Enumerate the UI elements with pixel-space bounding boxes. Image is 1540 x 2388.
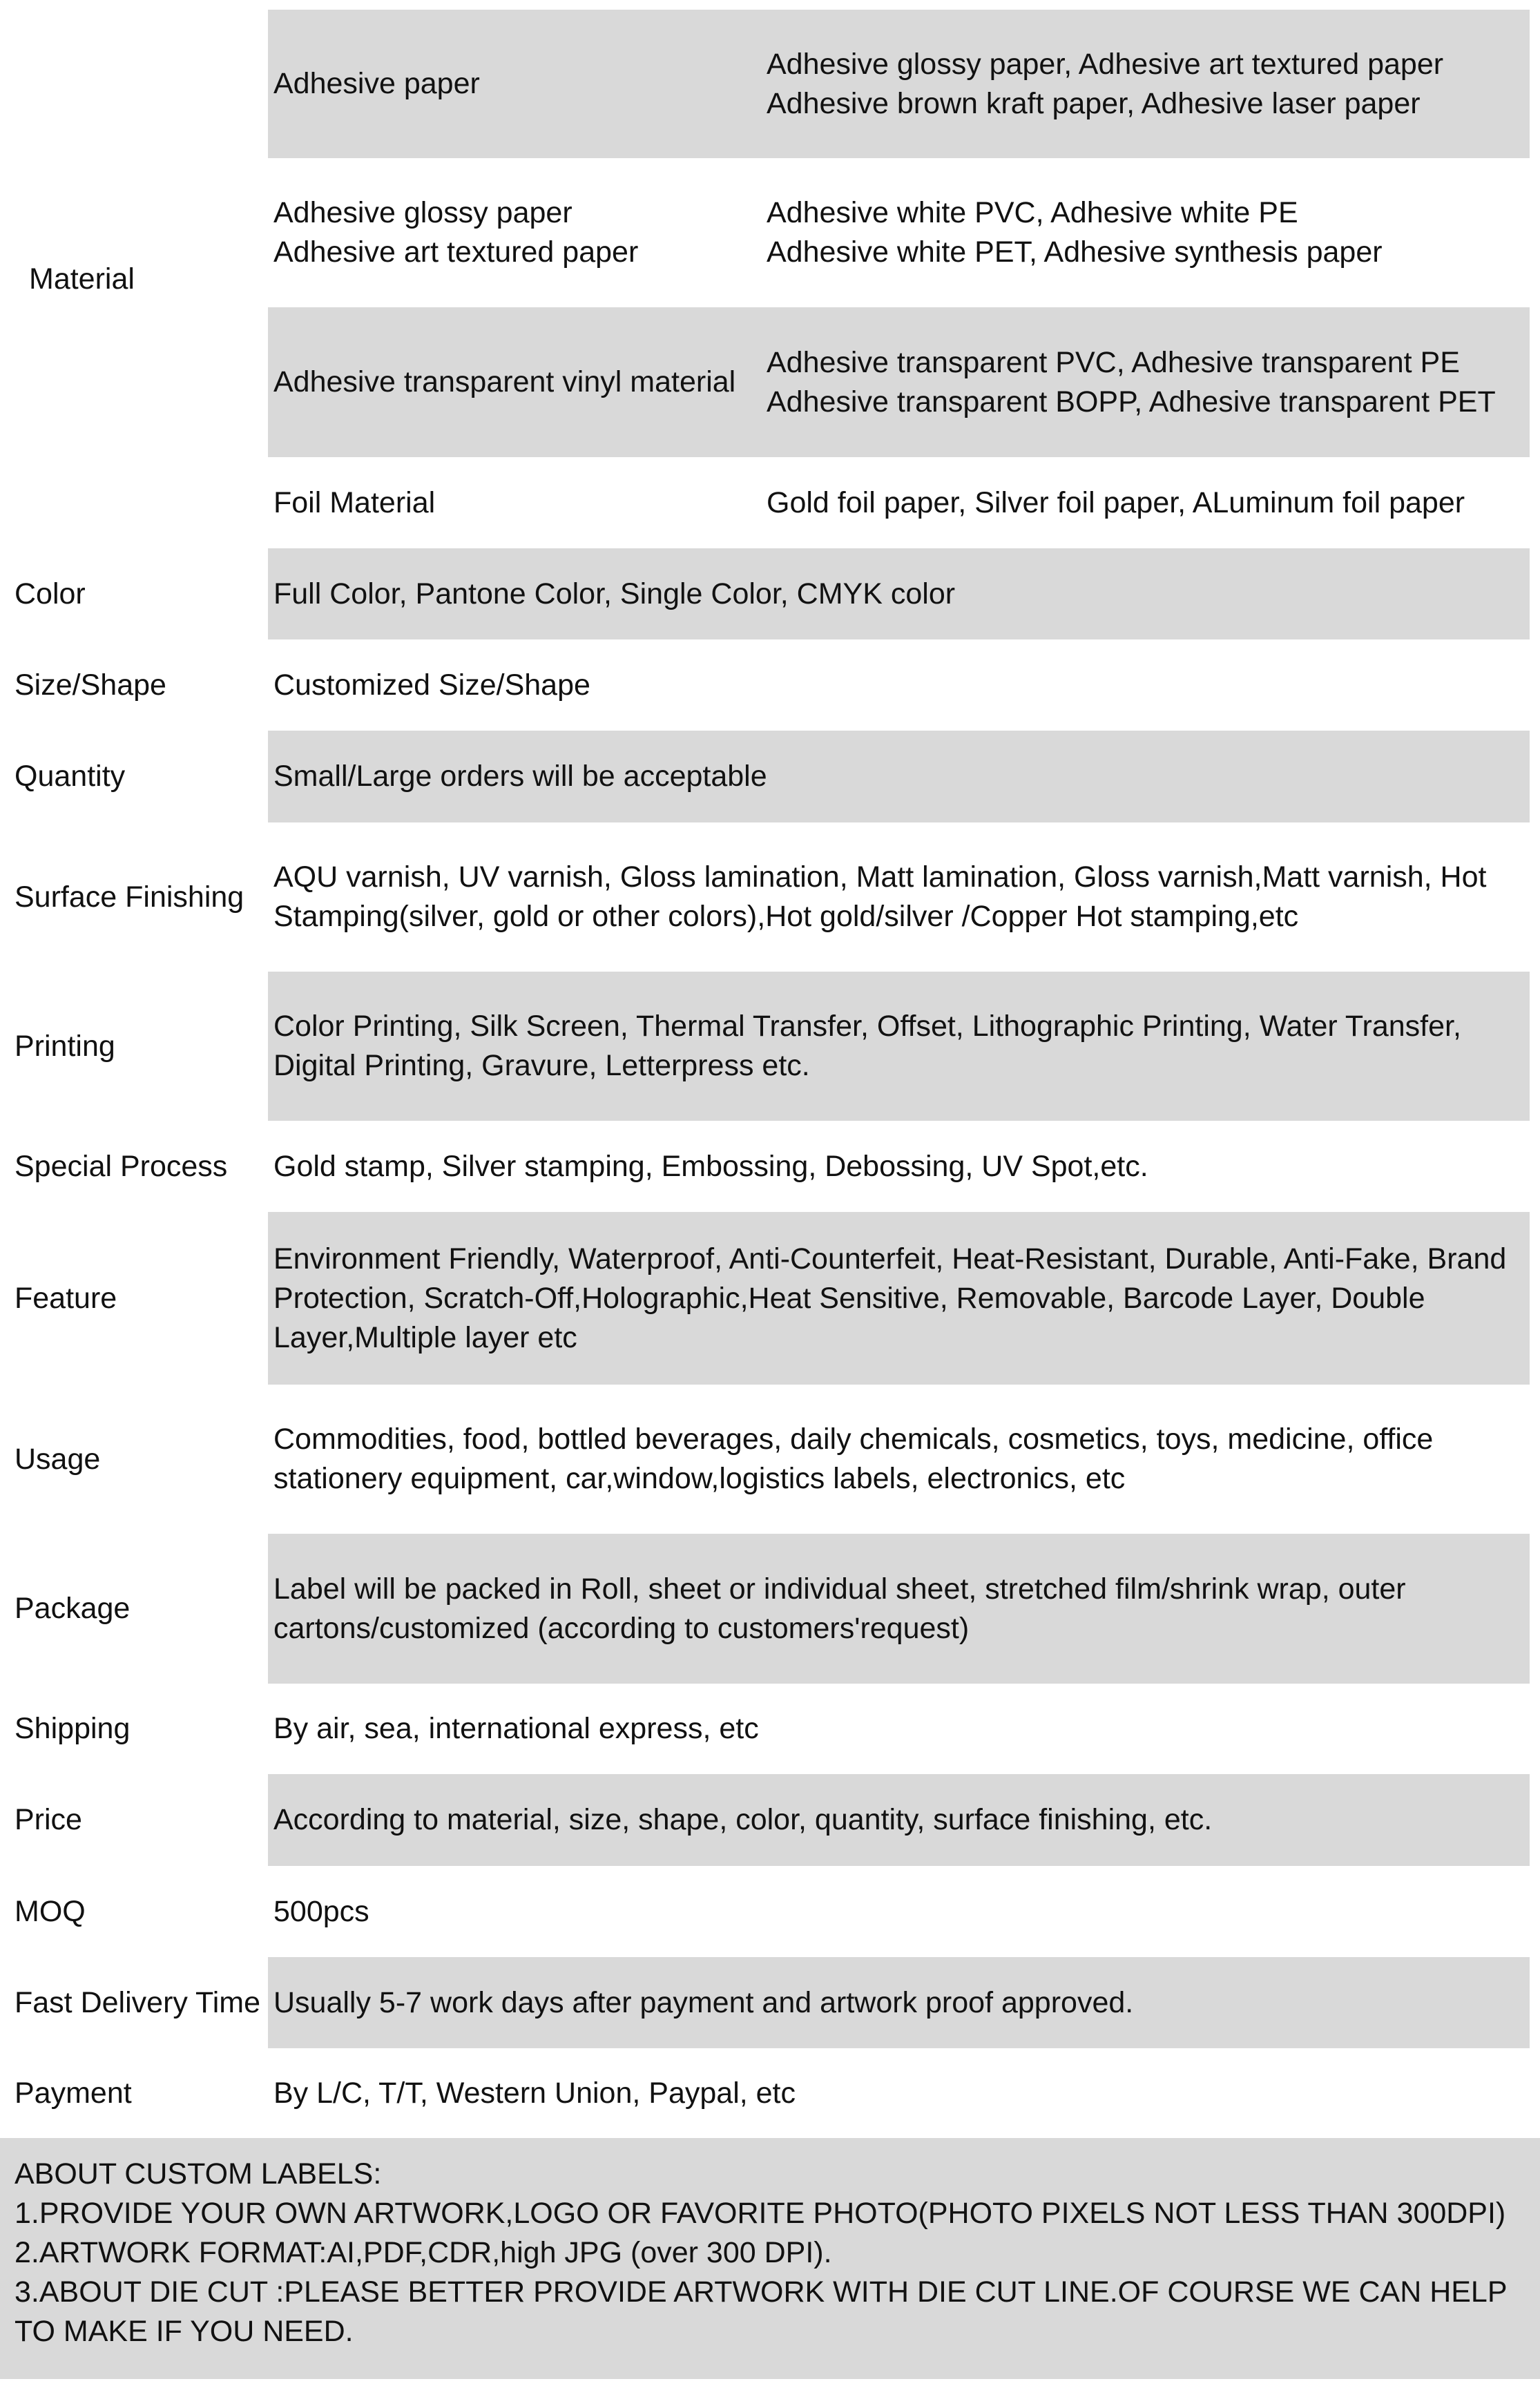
material-row-4-type: Foil Material: [273, 485, 436, 519]
about-item: 2.ARTWORK FORMAT:AI,PDF,CDR,high JPG (over 300 DPI).: [15, 2236, 832, 2269]
material-row-2-options: Adhesive white PVC, Adhesive white PE Adhesive white PET, Adhesive synthesis paper: [767, 196, 1383, 269]
about-item: 1.PROVIDE YOUR OWN ARTWORK,LOGO OR FAVORITE PHOTO(PHOTO PIXELS NOT LESS THAN 300DPI): [15, 2197, 1506, 2230]
spec-value: Commodities, food, bottled beverages, daily chemicals, cosmetics, toys, medicine, office stationery equipment, car,window,logistics labels, electronics, etc: [273, 1423, 1434, 1495]
about-custom-labels: [0, 2138, 1540, 2379]
spec-label: Usage: [15, 1442, 101, 1476]
material-row-3-options: Adhesive transparent PVC, Adhesive transparent PE Adhesive transparent BOPP, Adhesive transparent PET: [767, 345, 1496, 418]
spec-label: Color: [15, 577, 86, 610]
about-item: 3.ABOUT DIE CUT :PLEASE BETTER PROVIDE ARTWORK WITH DIE CUT LINE.OF COURSE WE CAN HELP TO MAKE IF YOU NEED.: [15, 2275, 1507, 2348]
spec-label: Special Process: [15, 1149, 228, 1183]
spec-label: Surface Finishing: [15, 880, 244, 914]
spec-value: Label will be packed in Roll, sheet or individual sheet, stretched film/shrink wrap, outer cartons/customized (according to customers'request): [273, 1572, 1406, 1645]
material-row-1-type: Adhesive paper: [273, 67, 480, 100]
spec-label: Shipping: [15, 1712, 131, 1745]
spec-label: Printing: [15, 1029, 115, 1063]
material-row-4-options: Gold foil paper, Silver foil paper, ALuminum foil paper: [767, 485, 1465, 519]
spec-value: Customized Size/Shape: [273, 668, 590, 702]
spec-value: AQU varnish, UV varnish, Gloss lamination, Matt lamination, Gloss varnish,Matt varnish, Hot Stamping(silver, gold or other colors),Hot gold/silver /Copper Hot stamping,etc: [273, 860, 1487, 933]
material-row-1-options: Adhesive glossy paper, Adhesive art textured paper Adhesive brown kraft paper, Adhesive laser paper: [767, 47, 1444, 120]
spec-label: Quantity: [15, 760, 126, 793]
spec-label: Payment: [15, 2076, 132, 2110]
spec-value: Small/Large orders will be acceptable: [273, 760, 767, 793]
spec-value: 500pcs: [273, 1894, 369, 1928]
spec-value: Gold stamp, Silver stamping, Embossing, Debossing, UV Spot,etc.: [273, 1149, 1148, 1183]
spec-value: By air, sea, international express, etc: [273, 1712, 759, 1745]
spec-label: Feature: [15, 1281, 117, 1315]
about-heading: ABOUT CUSTOM LABELS:: [15, 2157, 382, 2190]
spec-label: Package: [15, 1592, 131, 1625]
material-label: [15, 10, 135, 548]
spec-value: Usually 5-7 work days after payment and artwork proof approved.: [273, 1985, 1134, 2019]
spec-label: Material: [29, 262, 135, 296]
spec-label: MOQ: [15, 1894, 86, 1928]
spec-value: Full Color, Pantone Color, Single Color, CMYK color: [273, 577, 956, 610]
spec-value: Color Printing, Silk Screen, Thermal Transfer, Offset, Lithographic Printing, Water Transfer, Digital Printing, Gravure, Letterpress etc.: [273, 1010, 1461, 1082]
spec-value: Environment Friendly, Waterproof, Anti-Counterfeit, Heat-Resistant, Durable, Anti-Fake, Brand Protection, Scratch-Off,Holographic,Heat Sensitive, Removable, Barcode Layer, Double Layer,Multiple layer etc: [273, 1242, 1507, 1354]
spec-value: According to material, size, shape, color, quantity, surface finishing, etc.: [273, 1803, 1213, 1836]
spec-label: Fast Delivery Time: [15, 1985, 261, 2019]
material-row-2-type: Adhesive glossy paper Adhesive art textured paper: [273, 196, 639, 269]
material-row-3-type: Adhesive transparent vinyl material: [273, 365, 736, 398]
spec-label: Size/Shape: [15, 668, 166, 702]
spec-value: By L/C, T/T, Western Union, Paypal, etc: [273, 2076, 796, 2110]
spec-label: Price: [15, 1803, 82, 1836]
